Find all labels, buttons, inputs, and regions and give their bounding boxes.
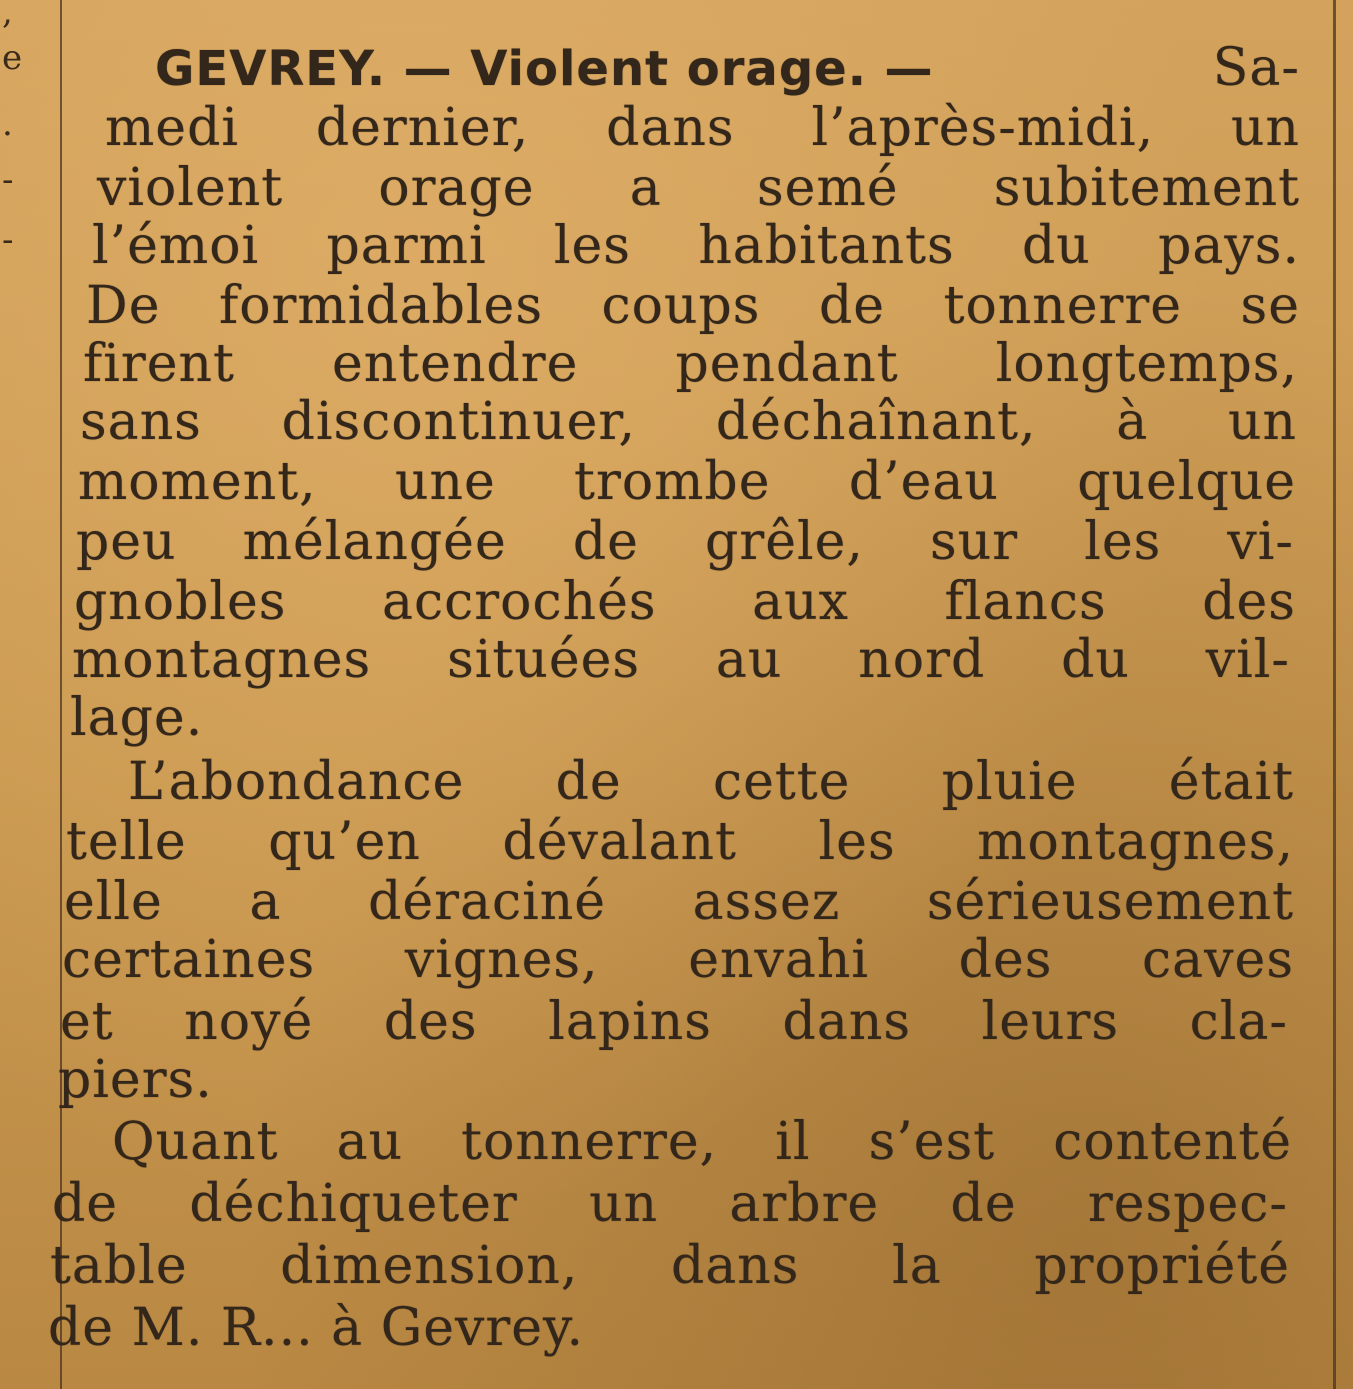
text-line: telle qu’en dévalant les montagnes, <box>66 812 1294 872</box>
text-line: De formidables coups de tonnerre se <box>86 276 1300 336</box>
text-line: peu mélangée de grêle, sur les vi- <box>76 512 1294 572</box>
text-line: medi dernier, dans l’après-midi, un <box>105 98 1300 158</box>
text-line: elle a déraciné assez sérieusement <box>64 872 1294 932</box>
headline-line <box>155 38 1300 99</box>
text-line: certaines vignes, envahi des caves <box>62 930 1294 990</box>
headline-dash: — <box>403 41 453 97</box>
headline-dash: — <box>884 41 934 97</box>
text-line: et noyé des lapins dans leurs cla- <box>60 992 1288 1052</box>
fragment-char: . <box>2 104 13 144</box>
article-lead-word: Sa- <box>1212 38 1300 98</box>
text-line: violent orage a semé subitement <box>97 158 1300 218</box>
fragment-char: - <box>2 160 14 200</box>
text-line: de déchiqueter un arbre de respec- <box>52 1174 1288 1234</box>
text-line: L’abondance de cette pluie était <box>128 752 1294 812</box>
text-line: piers. <box>58 1050 213 1110</box>
text-line: Quant au tonnerre, il s’est contenté <box>112 1112 1292 1172</box>
article-place: GEVREY. <box>155 41 387 97</box>
text-line: lage. <box>70 688 204 748</box>
text-line: firent entendre pendant longtemps, <box>83 334 1298 394</box>
fragment-char: , <box>2 0 13 32</box>
fragment-char: e <box>2 38 23 78</box>
text-line: de M. R... à Gevrey. <box>48 1298 585 1358</box>
text-line: gnobles accrochés aux flancs des <box>74 572 1296 632</box>
text-line: table dimension, dans la propriété <box>50 1236 1290 1296</box>
text-line: moment, une trombe d’eau quelque <box>78 452 1296 512</box>
text-line: sans discontinuer, déchaînant, à un <box>80 392 1297 452</box>
article-title: Violent orage. <box>470 41 867 97</box>
fragment-char: - <box>2 220 14 260</box>
text-line: montagnes situées au nord du vil- <box>72 630 1290 690</box>
text-line: l’émoi parmi les habitants du pays. <box>92 216 1300 276</box>
